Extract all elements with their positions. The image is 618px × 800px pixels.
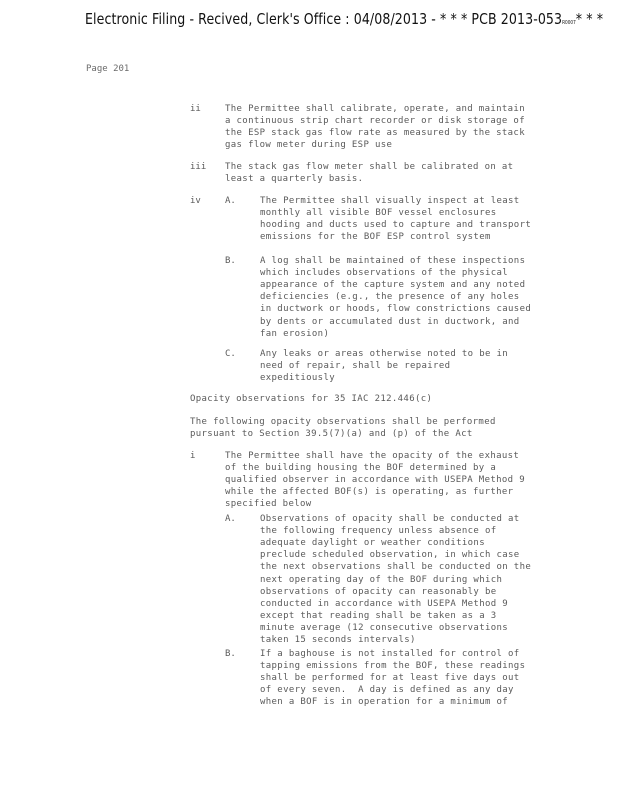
- subitem-letter: A.: [225, 196, 236, 206]
- text-line: least a quarterly basis.: [225, 174, 364, 185]
- text-line: emissions for the BOF ESP control system: [260, 232, 491, 243]
- text-line: taken 15 seconds intervals): [260, 635, 416, 645]
- subitem-letter: B.: [225, 256, 236, 266]
- text-line: when a BOF is in operation for a minimum of: [260, 697, 509, 708]
- text-line: monthly all visible BOF vessel enclosures: [260, 208, 497, 219]
- text-line: The Permittee shall have the opacity of the exhaust: [225, 451, 520, 461]
- text-line: Any leaks or areas otherwise noted to be in: [260, 349, 509, 359]
- text-line: pursuant to Section 39.5(7)(a) and (p) of the Act: [190, 429, 473, 440]
- text-line: of every seven. A day is defined as any day: [260, 685, 514, 696]
- item-number: i: [190, 451, 196, 461]
- text-line: gas flow meter during ESP use: [225, 140, 393, 151]
- text-line: except that reading shall be taken as a 3: [260, 610, 497, 621]
- text-line: The stack gas flow meter shall be calibrated on at: [225, 162, 514, 172]
- text-line: appearance of the capture system and any noted: [260, 280, 526, 291]
- text-line: the ESP stack gas flow rate as measured by the stack: [225, 128, 525, 139]
- text-line: the next observations shall be conducted on the: [260, 562, 532, 573]
- text-line: hooding and ducts used to capture and transport: [260, 220, 532, 231]
- subitem-letter: C.: [225, 349, 236, 359]
- text-line: observations of opacity can reasonably be: [260, 586, 497, 597]
- text-line: A log shall be maintained of these inspections: [260, 256, 526, 266]
- item-number: iii: [190, 162, 207, 172]
- item-number: iv: [190, 196, 201, 206]
- text-line: deficiencies (e.g., the presence of any holes: [260, 292, 520, 303]
- text-line: by dents or accumulated dust in ductwork, and: [260, 316, 520, 327]
- item-number: ii: [190, 104, 201, 114]
- text-line: Observations of opacity shall be conducted at: [260, 514, 520, 524]
- text-line: conducted in accordance with USEPA Method 9: [260, 598, 509, 609]
- text-line: adequate daylight or weather conditions: [260, 538, 485, 549]
- text-line: qualified observer in accordance with USEPA Method 9: [225, 475, 525, 486]
- text-line: specified below: [225, 499, 312, 510]
- text-line: The following opacity observations shall be performed: [190, 417, 496, 427]
- electronic-filing-header: [85, 10, 603, 28]
- text-line: which includes observations of the physical: [260, 268, 509, 279]
- subitem-letter: B.: [225, 649, 236, 659]
- text-line: a continuous strip chart recorder or disk storage of: [225, 116, 525, 127]
- text-line: need of repair, shall be repaired: [260, 361, 451, 372]
- text-line: tapping emissions from the BOF, these readings: [260, 661, 526, 672]
- text-line: in ductwork or hoods, flow constrictions caused: [260, 304, 532, 315]
- text-line: If a baghouse is not installed for control of: [260, 649, 520, 659]
- page-number: Page 201: [86, 64, 130, 74]
- text-line: of the building housing the BOF determined by a: [225, 463, 497, 474]
- text-line: The Permittee shall visually inspect at least: [260, 196, 520, 206]
- subitem-letter: A.: [225, 514, 236, 524]
- text-line: while the affected BOF(s) is operating, as further: [225, 487, 514, 498]
- text-line: shall be performed for at least five days out: [260, 673, 520, 684]
- header-suffix-small: R0007: [562, 20, 576, 26]
- text-line: Opacity observations for 35 IAC 212.446(c): [190, 394, 433, 404]
- text-line: the following frequency unless absence of: [260, 526, 497, 537]
- header-suffix-stars: * * *: [575, 10, 604, 28]
- text-line: preclude scheduled observation, in which case: [260, 550, 520, 561]
- text-line: The Permittee shall calibrate, operate, and maintain: [225, 104, 525, 114]
- header-title: Electronic Filing - Recived, Clerk's Office : 04/08/2013 - * * * PCB 2013-053: [85, 10, 563, 28]
- text-line: fan erosion): [260, 328, 330, 339]
- text-line: next operating day of the BOF during which: [260, 574, 503, 585]
- text-line: minute average (12 consecutive observations: [260, 622, 509, 633]
- text-line: expeditiously: [260, 373, 335, 384]
